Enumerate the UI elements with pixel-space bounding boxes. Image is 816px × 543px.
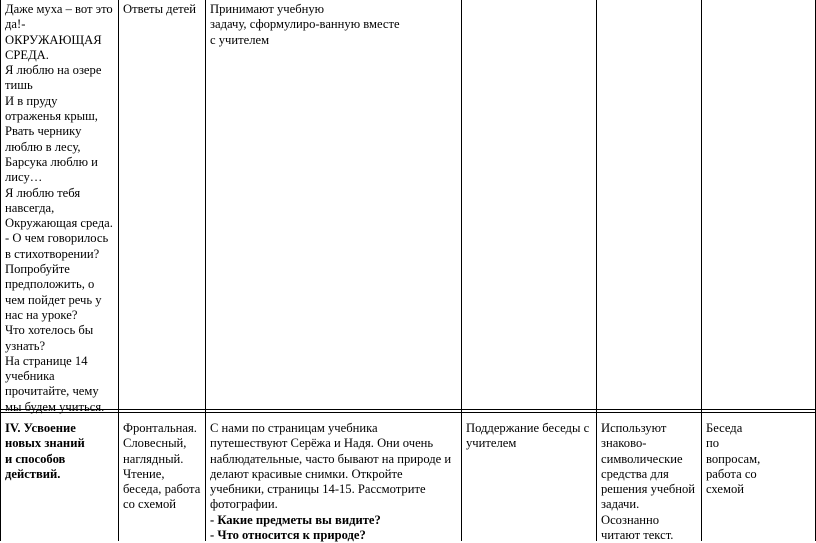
text-line: лису…	[5, 170, 43, 185]
text-line: делают красивые снимки. Откройте	[210, 466, 403, 481]
row2-cell-4	[466, 421, 594, 452]
question-line: - Что относится к природе?	[210, 528, 366, 543]
text-line: схемой	[706, 482, 745, 497]
text-line: в стихотворении?	[5, 246, 100, 261]
row1-cell-2	[123, 2, 203, 17]
text-line: задачи.	[601, 497, 640, 512]
text-line: учебника	[5, 369, 55, 384]
text-line: символические	[601, 451, 683, 466]
text-line: - О чем говорилось	[5, 231, 109, 246]
text-line: по	[706, 436, 720, 451]
section-heading-line: новых знаний	[5, 436, 85, 451]
text-line: наблюдательные, часто бывают на природе и	[210, 451, 452, 466]
text-line: Осознанно	[601, 512, 660, 527]
text-line: Попробуйте	[5, 262, 70, 277]
text-line: Я люблю на озере	[5, 63, 102, 78]
text-line: беседа, работа	[123, 482, 201, 497]
text-line: учебники, страницы 14-15. Рассмотрите	[210, 482, 426, 497]
text-line: Беседа	[706, 421, 743, 435]
text-line: узнать?	[5, 338, 46, 353]
text-line: Даже муха – вот это	[5, 2, 113, 16]
text-line: знаково-	[601, 436, 647, 451]
text-line: отраженья крыш,	[5, 109, 98, 124]
text-line: Рвать чернику	[5, 124, 82, 139]
text-line: читают текст.	[601, 528, 674, 543]
table-column-divider	[701, 0, 702, 541]
text-line: На странице 14	[5, 353, 88, 368]
text-line: чем пойдет речь у	[5, 292, 102, 307]
text-line: мы будем учиться.	[5, 399, 105, 414]
text-line: вопросам,	[706, 451, 761, 466]
table-column-divider	[205, 0, 206, 541]
table-column-divider	[596, 0, 597, 541]
text-line: прочитайте, чему	[5, 384, 99, 399]
row1-cell-3	[210, 2, 458, 48]
text-line: с учителем	[210, 32, 270, 47]
text-line: Я люблю тебя	[5, 185, 81, 200]
text-line: путешествуют Серёжа и Надя. Они очень	[210, 436, 434, 451]
row2-cell-2	[123, 421, 203, 513]
text-line: люблю в лесу,	[5, 139, 81, 154]
text-line: фотографии.	[210, 497, 278, 512]
text-line: Принимают учебную	[210, 2, 325, 16]
text-line: Словесный,	[123, 436, 187, 451]
text-line: задачу, сформулиро-ванную вместе	[210, 17, 400, 32]
text-line: предположить, о	[5, 277, 95, 292]
question-line: - Какие предметы вы видите?	[210, 512, 381, 527]
table-column-divider	[461, 0, 462, 541]
row2-cell-5	[601, 421, 699, 543]
text-line: да!-	[5, 17, 26, 32]
text-line: Используют	[601, 421, 667, 435]
table-left-border	[0, 0, 1, 541]
text-line: Ответы детей	[123, 2, 197, 16]
text-line: Барсука люблю и	[5, 154, 98, 169]
text-line: Чтение,	[123, 466, 165, 481]
text-line: И в пруду	[5, 93, 58, 108]
table-row-divider	[0, 412, 816, 413]
text-line: СРЕДА.	[5, 47, 49, 62]
row2-cell-3	[210, 421, 460, 543]
text-line: со схемой	[123, 497, 177, 512]
table-column-divider	[118, 0, 119, 541]
text-line: нас на уроке?	[5, 307, 78, 322]
text-line: навсегда,	[5, 200, 55, 215]
text-line: работа со	[706, 466, 757, 481]
text-line: средства для	[601, 466, 669, 481]
text-line: наглядный.	[123, 451, 184, 466]
text-line: Окружающая среда.	[5, 216, 113, 231]
text-line: С нами по страницам учебника	[210, 421, 378, 435]
text-line: учителем	[466, 436, 517, 451]
text-line: Поддержание беседы с	[466, 421, 590, 435]
row2-cell-6	[706, 421, 812, 497]
text-line: решения учебной	[601, 482, 695, 497]
table-row-divider	[0, 409, 816, 410]
section-heading-line: действий.	[5, 466, 61, 481]
section-heading-line: и способов	[5, 451, 66, 466]
text-line: Фронтальная.	[123, 421, 197, 435]
row2-cell-1	[5, 421, 117, 482]
text-line: Что хотелось бы	[5, 323, 94, 338]
row1-cell-1	[5, 2, 117, 415]
section-heading-line: IV. Усвоение	[5, 421, 76, 435]
text-line: тишь	[5, 78, 33, 93]
text-line: ОКРУЖАЮЩАЯ	[5, 32, 102, 47]
